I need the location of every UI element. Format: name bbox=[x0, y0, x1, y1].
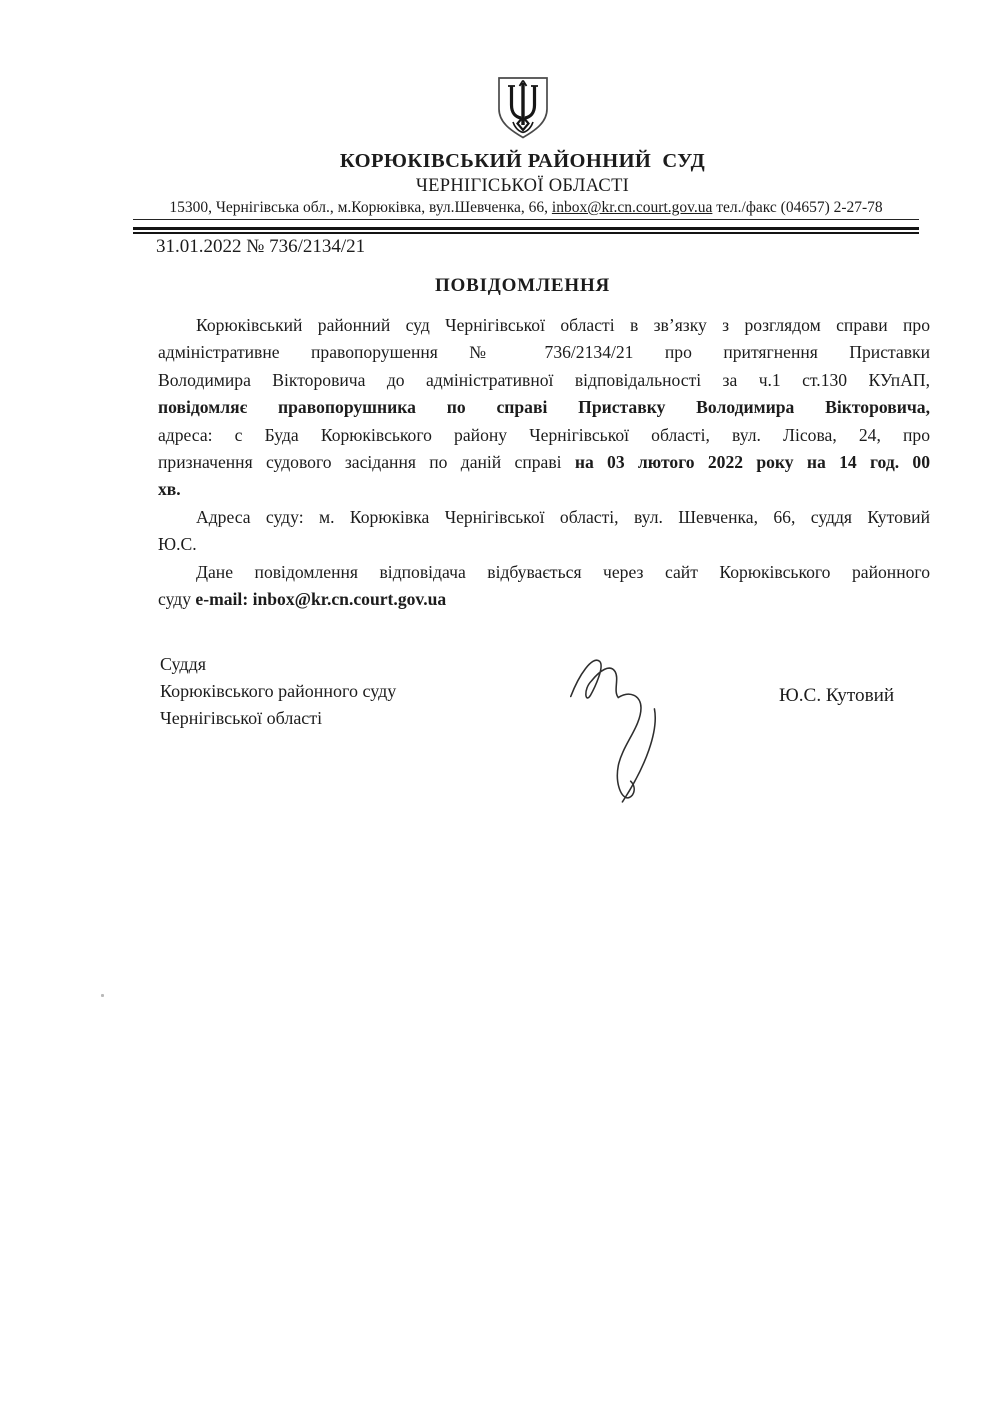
body-text-segment: суду bbox=[158, 589, 196, 610]
body-line bbox=[158, 559, 930, 586]
body-line bbox=[158, 476, 930, 503]
body-text-bold-segment: e-mail: inbox@kr.cn.court.gov.ua bbox=[195, 589, 447, 610]
body-text-bold-segment: повідомляє правопорушника по справі Приставку Володимира Вікторовича, bbox=[158, 397, 930, 418]
date-and-case-number: 31.01.2022 № 736/2134/21 bbox=[156, 236, 366, 257]
body-text-segment: призначення судового засідання по даній справі bbox=[158, 452, 575, 473]
body-text-segment: Дане повідомлення відповідача відбувається через сайт Корюківського районного bbox=[196, 561, 930, 582]
court-email: inbox@kr.cn.court.gov.ua bbox=[551, 199, 713, 216]
body-line bbox=[158, 394, 930, 421]
body-text-segment: Ю.С. bbox=[158, 534, 197, 555]
body-line bbox=[158, 422, 930, 449]
ukraine-trident-emblem-icon bbox=[496, 76, 550, 140]
body-text-segment: Корюківський районний суд Чернігівської області в зв’язку з розглядом справи про bbox=[196, 315, 930, 335]
body-text-segment: адреса: с Буда Корюківського району Чернігівської області, вул. Лісова, 24, про bbox=[158, 424, 930, 445]
scan-speck bbox=[101, 994, 104, 997]
body-line bbox=[158, 531, 930, 558]
signer-name: Ю.С. Кутовий bbox=[779, 685, 895, 706]
signer-role-line: Чернігівської області bbox=[160, 707, 323, 728]
court-name-heading: КОРЮКІВСЬКИЙ РАЙОННИЙ СУД bbox=[339, 150, 706, 172]
signer-role-block bbox=[160, 651, 396, 731]
signer-role-line: Корюківського районного суду bbox=[160, 680, 397, 701]
body-line bbox=[158, 449, 930, 476]
body-line bbox=[158, 586, 930, 613]
body-text-segment: Володимира Вікторовича до адміністративної відповідальності за ч.1 ст.130 КУпАП, bbox=[158, 369, 930, 390]
document-title: ПОВІДОМЛЕННЯ bbox=[434, 275, 611, 296]
body-line bbox=[158, 504, 930, 531]
body-text-bold-segment: хв. bbox=[158, 479, 181, 500]
header-separator-rule-bottom bbox=[133, 232, 919, 235]
body-lines bbox=[158, 312, 930, 613]
body-text-segment: Адреса суду: м. Корюківка Чернігівської області, вул. Шевченка, 66, суддя Кутовий bbox=[196, 506, 930, 527]
body-line bbox=[158, 367, 930, 394]
header-separator-rule-top bbox=[133, 227, 919, 230]
phone-fax-text: тел./факс (04657) 2-27-78 bbox=[712, 199, 883, 216]
body-text-segment: адміністративне правопорушення № 736/2134/21 про притягнення Приставки bbox=[158, 342, 930, 363]
body-text-bold-segment: на 03 лютого 2022 року на 14 год. 00 bbox=[574, 452, 930, 473]
handwritten-signature bbox=[558, 650, 693, 805]
court-address-line bbox=[133, 199, 919, 220]
body-line bbox=[158, 312, 930, 339]
signer-role-line: Суддя bbox=[160, 654, 207, 674]
address-text: 15300, Чернігівська обл., м.Корюківка, вул.Шевченка, 66, bbox=[169, 199, 552, 216]
body-line bbox=[158, 339, 930, 366]
court-region-heading: ЧЕРНІГІСЬКОЇ ОБЛАСТІ bbox=[415, 176, 630, 196]
